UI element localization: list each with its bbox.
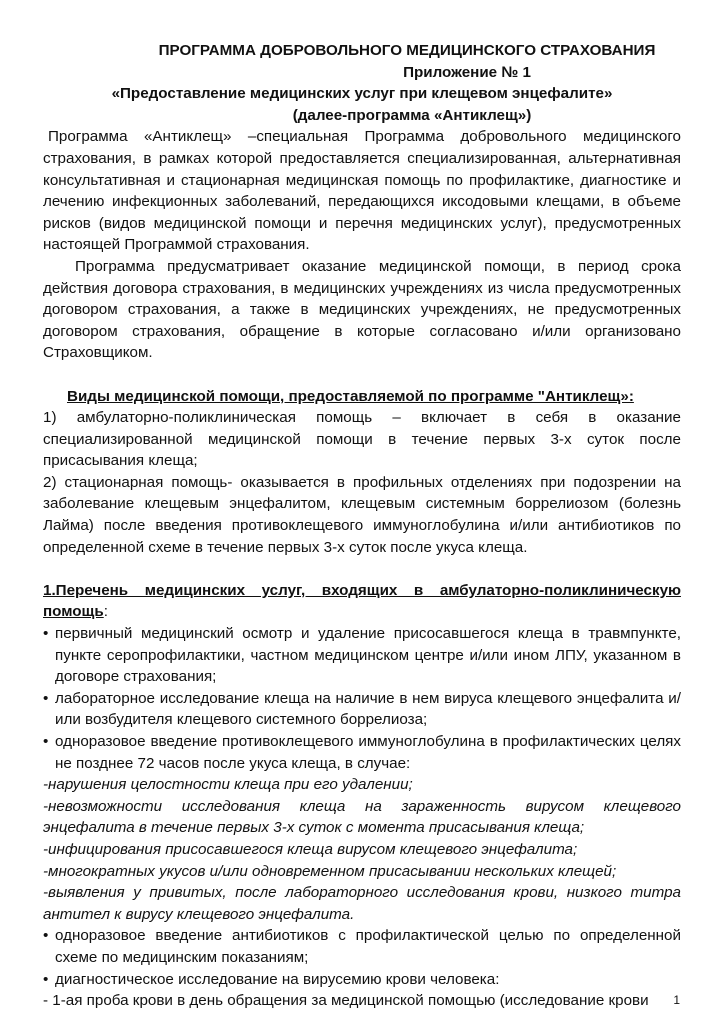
- appendix-label: Приложение № 1: [403, 63, 531, 81]
- case-item: -невозможности исследования клеща на зараженность вирусом клещевого энцефалита в течение первых 3-х суток с момента присасывания клеща;: [43, 797, 681, 837]
- intro-paragraph-1: Программа «Антиклещ» –специальная Программа добровольного медицинского страхования, в рамках которой предоставляется специализированная, альтернативная консультативная и стационарная медицинская помощь по профилактике, диагностике и лечению инфекционных заболеваний, передающихся иксодовыми клещами, в объеме рисков (видов медицинской помощи и перечня медицинских услуг), предусмотренных настоящей Программой страхования.: [43, 128, 681, 254]
- blood-sample-line: - 1-ая проба крови в день обращения за медицинской помощью (исследование крови: [43, 992, 649, 1010]
- bullet-icon: •: [43, 970, 49, 988]
- document-subtitle-2: (далее-программа «Антиклещ»): [292, 106, 532, 124]
- bullet-icon: •: [43, 689, 49, 707]
- type-2-inpatient: 2) стационарная помощь- оказывается в профильных отделениях при подозрении на заболевание клещевым энцефалитом, клещевым системным боррелиозом (болезнь Лайма) после введения противоклещевого иммуноглобулина и/или антибиотиков по определенной схеме в течение первых 3-х суток после укуса клеща.: [43, 473, 681, 556]
- list-item: • первичный медицинский осмотр и удаление присосавшегося клеща в травмпункте, пункте серопрофилактики, частном медицинском центре и/или ином ЛПУ, указанном в договоре страхования;: [43, 623, 681, 688]
- intro-paragraph-2: Программа предусматривает оказание медицинской помощи, в период срока действия договора страхования, в медицинских учреждениях из числа предусмотренных договором страхования, а также в медицинских учреждениях, не предусмотренных договором страхования, обращение в которые согласовано и/или организовано Страховщиком.: [43, 257, 681, 362]
- case-item: -многократных укусов и/или одновременном присасывании нескольких клещей;: [43, 862, 617, 880]
- case-item: -инфицирования присосавшегося клеща вирусом клещевого энцефалита;: [43, 840, 578, 858]
- document-subtitle: «Предоставление медицинских услуг при клещевом энцефалите»: [111, 85, 613, 103]
- list-item: • одноразовое введение противоклещевого иммуноглобулина в профилактических целях не позднее 72 часов после укуса клеща, в случае:: [43, 731, 681, 774]
- document-title: ПРОГРАММА ДОБРОВОЛЬНОГО МЕДИЦИНСКОГО СТРАХОВАНИЯ: [158, 42, 656, 59]
- type-1-outpatient: 1) амбулаторно-поликлиническая помощь – включает в себя в оказание специализированной медицинской помощи в течение первых 3-х суток после присасывания клеща;: [43, 409, 681, 470]
- list-item: • одноразовое введение антибиотиков с профилактической целью по определенной схеме по медицинским показаниям;: [43, 925, 681, 968]
- case-item: -выявления у привитых, после лабораторного исследования крови, низкого титра антител к вирусу клещевого энцефалита.: [43, 884, 681, 923]
- types-heading: Виды медицинской помощи, предоставляемой по программе "Антиклещ»:: [67, 387, 634, 405]
- section-1-heading: 1.Перечень медицинских услуг, входящих в амбулаторно-поликлиническую помощь:: [43, 581, 681, 621]
- case-item: -нарушения целостности клеща при его удалении;: [43, 776, 413, 794]
- bullet-icon: •: [43, 733, 49, 750]
- bullet-icon: •: [43, 927, 49, 945]
- document-page: [43, 40, 681, 1012]
- bullet-icon: •: [43, 625, 49, 643]
- page-number: 1: [673, 993, 680, 1007]
- list-item: • лабораторное исследование клеща на наличие в нем вируса клещевого энцефалита и/или возбудителя клещевого системного боррелиоза;: [43, 688, 681, 731]
- list-item: • диагностическое исследование на вирусемию крови человека:: [43, 969, 681, 991]
